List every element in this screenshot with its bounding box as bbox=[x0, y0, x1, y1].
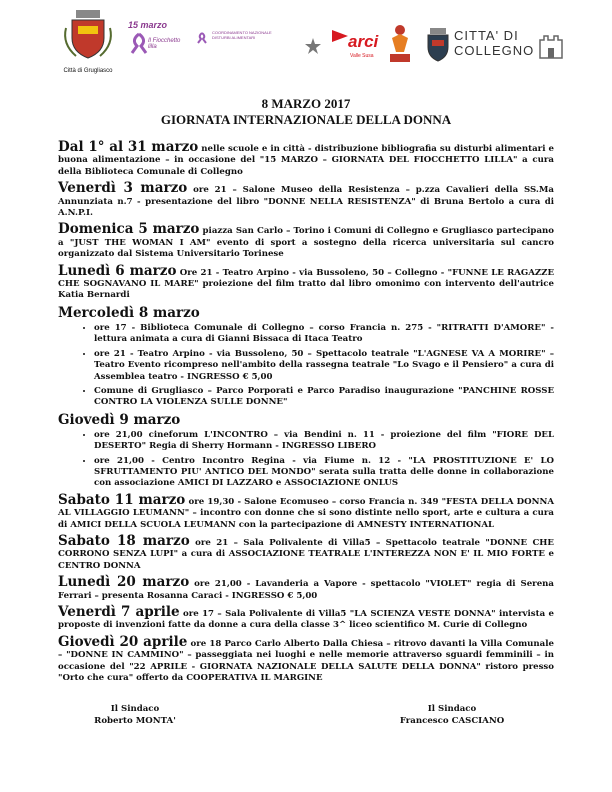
collegno-logo bbox=[426, 26, 566, 74]
event-text: ore 17 – Sala Polivalente di Villa5 "LA SCIENZA VESTE DONNA" intervista e proposte di invenzioni fatte da donne a cura della classe 3^ liceo scientifico M. Curie di Collegno bbox=[58, 609, 554, 631]
event-text: nelle scuole e in città - distribuzione bibliografia su disturbi alimentari e buona alimentazione – in occasione del "15 MARZO – GIORNATA DEL FIOCCHETTO LILLA" a cura della Biblioteca Comunale di Collegno bbox=[58, 144, 554, 177]
coordinamento-logo bbox=[196, 30, 296, 60]
coordinamento-text: COORDINAMENTO NAZIONALE DISTURBI ALIMENTARI bbox=[212, 30, 272, 40]
event-entry bbox=[58, 605, 554, 632]
arci-text: arci bbox=[348, 32, 379, 51]
signature-left bbox=[80, 703, 190, 727]
signature-right bbox=[392, 703, 512, 727]
event-date: Mercoledì 8 marzo bbox=[58, 304, 200, 321]
event-list bbox=[58, 323, 554, 409]
collegno-text: CITTA' DI COLLEGNO bbox=[454, 28, 535, 58]
event-text: ore 18 Parco Carlo Alberto Dalla Chiesa – ritrovo davanti la Villa Comunale – "DONNE IN CAMMINO" – passeggiata nei luoghi e nelle memorie attraverso sguardi femminili – in occasione del "22 APRILE - GIORNATA NAZIONALE DELLA SALUTE DELLA DONNA" ristoro presso "Orto che cura" offerto da COOPERATIVA IL MARGINE bbox=[58, 638, 554, 684]
event-entry bbox=[58, 575, 554, 602]
signature-role: Il Sindaco bbox=[110, 704, 160, 714]
event-date: Sabato 11 marzo bbox=[58, 491, 186, 508]
event-entry bbox=[58, 140, 554, 178]
italian-emblem-icon bbox=[302, 36, 324, 58]
event-date: Sabato 18 marzo bbox=[58, 532, 190, 549]
fiocchetto-date: 15 marzo bbox=[128, 20, 168, 30]
event-entry bbox=[58, 534, 554, 572]
document-body bbox=[58, 96, 554, 687]
arci-logo bbox=[328, 28, 382, 68]
list-item: • ore 17 - Biblioteca Comunale di Collegno – corso Francia n. 275 - "RITRATTI D'AMORE" - lettura animata a cura di Gianni Bissaca di Itaca Teatro bbox=[94, 323, 554, 346]
event-entry bbox=[58, 181, 554, 219]
list-item: • ore 21,00 cineforum L'INCONTRO – via Bendini n. 11 - proiezione del film "FIORE DEL DESERTO" Regia di Sherry Hormann - INGRESSO LIBERO bbox=[94, 430, 554, 453]
event-list bbox=[58, 430, 554, 490]
ribbon-icon bbox=[196, 32, 208, 44]
signature-name: Francesco CASCIANO bbox=[399, 716, 505, 726]
event-text: Ore 21 - Teatro Arpino - via Bussoleno, 50 – Collegno - "FUNNE LE RAGAZZE CHE SOGNAVANO IL MARE" proiezione del film tratto dal libro omonimo con intervento dell'autrice Katia Bernardi bbox=[58, 267, 555, 301]
event-date: Dal 1° al 31 marzo bbox=[58, 139, 199, 155]
arci-sub: Valle Susa bbox=[350, 53, 374, 59]
castle-icon bbox=[538, 30, 564, 60]
event-date: Domenica 5 marzo bbox=[58, 221, 200, 238]
lilac-ribbon-icon bbox=[128, 32, 150, 54]
event-text: ore 19,30 - Salone Ecomuseo – corso Francia n. 349 "FESTA DELLA DONNA AL VILLAGGIO LEUMANN" – incontro con donne che si sono distinte nello sport, arte e cultura a cura di AMICI DELLA SCUOLA LEUMANN con la partecipazione di AMNESTY INTERNATIONAL bbox=[58, 496, 554, 530]
event-text: ore 21,00 - Lavanderia a Vapore - spettacolo "VIOLET" regia di Serena Ferrari – presenta Rosanna Caraci - INGRESSO € 5,00 bbox=[58, 579, 554, 601]
signature-role: Il Sindaco bbox=[427, 704, 477, 714]
signature-name: Roberto MONTA' bbox=[94, 716, 176, 726]
event-text: piazza San Carlo – Torino i Comuni di Collegno e Grugliasco partecipano a "JUST THE WOMAN I AM" evento di sport a sostegno della ricerca universitaria sul cancro organizzato dal Sistema Universitario Torinese bbox=[58, 226, 554, 260]
list-item: • ore 21 - Teatro Arpino - via Bussoleno, 50 – Spettacolo teatrale "L'AGNESE VA A MORIRE" – Teatro Evento ricompreso nell'ambito della rassegna teatrale "Lo Svago e il Pensiero" a cura di Assemblea teatro - INGRESSO € 5,00 bbox=[94, 349, 554, 383]
event-text: ore 21 – Sala Polivalente di Villa5 – Spettacolo teatrale "DONNE CHE CORRONO SENZA LUPI" a cura di ASSOCIAZIONE TEATRALE L'INTEREZZA NON E' IL MIO FORTE e CENTRO DONNA bbox=[58, 537, 554, 571]
grugliasco-caption: Città di Grugliasco bbox=[63, 68, 113, 74]
list-item: • Comune di Grugliasco – Parco Porporati e Parco Paradiso inaugurazione "PANCHINE ROSSE CONTRO LA VIOLENZA SULLE DONNE" bbox=[94, 386, 554, 409]
grugliasco-logo bbox=[58, 8, 118, 76]
fiocchetto-text: Il Fiocchetto lilla bbox=[148, 38, 181, 50]
fiocchetto-logo bbox=[128, 20, 184, 70]
centro-donna-icon bbox=[388, 22, 412, 64]
event-text: ore 21 – Salone Museo della Resistenza – p.zza Cavalieri della SS.Ma Annunziata n.7 - presentazione del libro "DONNE NELLA RESISTENZA" di Bruna Bertolo a cura di A.N.P.I. bbox=[58, 185, 554, 219]
document-date: 8 MARZO 2017 bbox=[261, 96, 351, 111]
collegno-crest-icon bbox=[426, 28, 450, 62]
document-title: GIORNATA INTERNAZIONALE DELLA DONNA bbox=[160, 112, 452, 127]
flag-icon bbox=[328, 28, 350, 54]
grugliasco-crest-icon bbox=[58, 8, 118, 64]
event-date: Venerdì 7 aprile bbox=[58, 604, 180, 620]
event-date: Giovedì 9 marzo bbox=[58, 411, 181, 428]
republic-emblem bbox=[302, 36, 326, 60]
event-entry bbox=[58, 493, 554, 531]
event-date: Lunedì 20 marzo bbox=[58, 574, 190, 591]
event-date: Venerdì 3 marzo bbox=[58, 180, 188, 197]
event-entry bbox=[58, 635, 554, 685]
logo-strip bbox=[58, 8, 568, 78]
list-item: • ore 21,00 - Centro Incontro Regina - via Fiume n. 12 - "LA PROSTITUZIONE E' LO SFRUTTAMENTO PIU' ANTICO DEL MONDO" serata sulla tratta delle donne in collaborazione con associazione AMICI DI LAZZARO e ASSOCIAZIONE ONLUS bbox=[94, 456, 554, 490]
event-entry bbox=[58, 264, 554, 302]
event-date: Giovedì 20 aprile bbox=[58, 633, 188, 650]
event-entry bbox=[58, 222, 554, 260]
event-date: Lunedì 6 marzo bbox=[58, 262, 177, 279]
centro-donna-logo bbox=[388, 22, 414, 66]
